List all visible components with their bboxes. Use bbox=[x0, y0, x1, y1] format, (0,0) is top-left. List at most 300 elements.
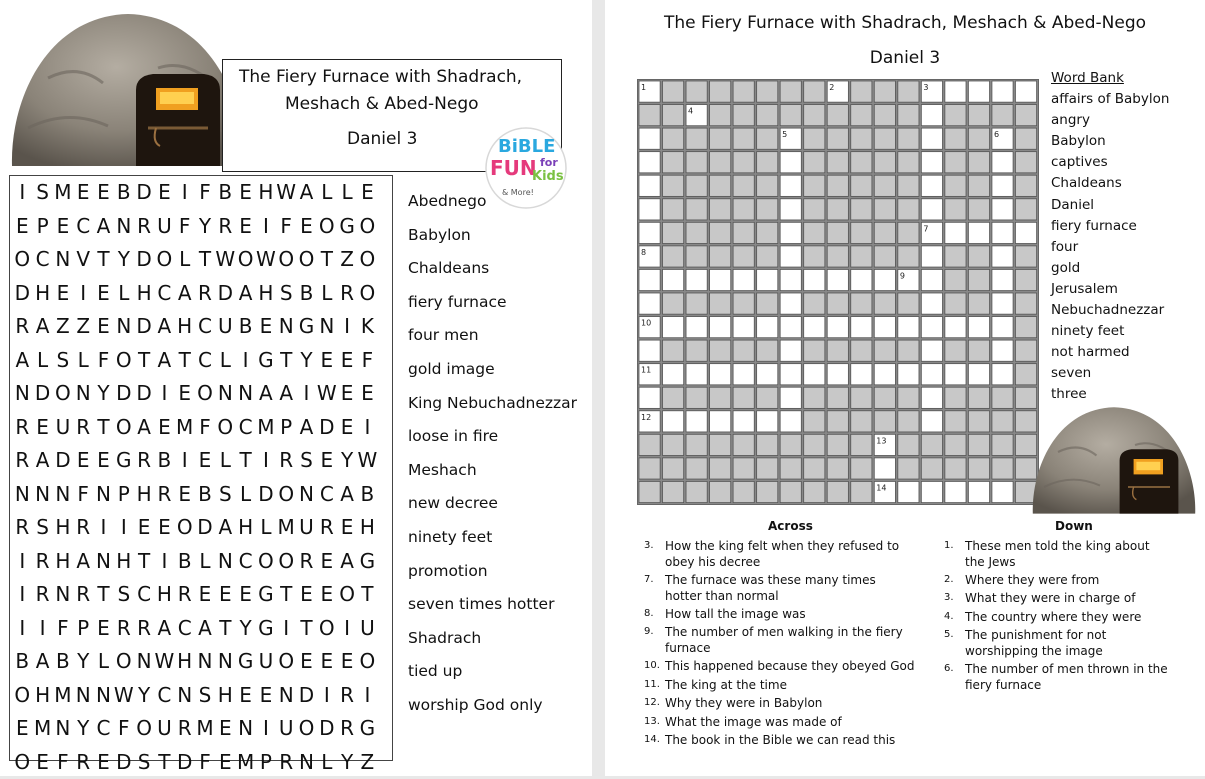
word-search-letter: I bbox=[161, 548, 168, 573]
word-search-letter: D bbox=[197, 515, 213, 539]
crossword-cell[interactable] bbox=[992, 481, 1013, 502]
word-search-letter: A bbox=[157, 347, 172, 372]
crossword-cell[interactable] bbox=[921, 364, 942, 385]
crossword-cell[interactable] bbox=[780, 340, 801, 361]
word-search-letter: S bbox=[198, 682, 212, 707]
crossword-block bbox=[710, 105, 731, 126]
clue-text bbox=[665, 538, 899, 570]
word-search-letter: E bbox=[158, 515, 171, 539]
crossword-cell[interactable] bbox=[968, 317, 989, 338]
furnace-image-small bbox=[1030, 400, 1198, 518]
crossword-cell[interactable] bbox=[639, 293, 660, 314]
word-search-letter: U bbox=[299, 515, 314, 539]
word-search-letter: V bbox=[76, 247, 91, 271]
word-search-letter: M bbox=[277, 515, 295, 539]
crossword-block bbox=[663, 175, 684, 196]
crossword-cell[interactable] bbox=[921, 152, 942, 173]
crossword-block bbox=[945, 128, 966, 149]
word-search-letter: H bbox=[55, 548, 71, 573]
crossword-block bbox=[874, 81, 895, 102]
crossword-block bbox=[686, 175, 707, 196]
crossword-cell[interactable] bbox=[874, 317, 895, 338]
word-search-letter: E bbox=[97, 615, 110, 640]
word-search-letter: H bbox=[55, 515, 71, 539]
word-search-letter: C bbox=[76, 213, 91, 238]
word-search-letter: I bbox=[242, 347, 249, 372]
word-search-letter: D bbox=[217, 280, 233, 305]
word-search-letter: M bbox=[54, 682, 72, 707]
crossword-cell[interactable] bbox=[921, 105, 942, 126]
word-search-row bbox=[10, 578, 394, 611]
word-search-letter: N bbox=[319, 314, 335, 338]
crossword-cell[interactable] bbox=[921, 175, 942, 196]
word-search-word: four men bbox=[408, 326, 479, 345]
word-search-letter: Z bbox=[340, 247, 354, 271]
word-search-letter: A bbox=[157, 314, 172, 338]
word-search-letter: B bbox=[15, 649, 30, 673]
word-search-letter: I bbox=[364, 414, 371, 439]
word-search-letter: I bbox=[262, 213, 269, 238]
clue-text bbox=[665, 606, 806, 622]
crossword-block bbox=[733, 246, 754, 267]
word-search-letter: E bbox=[218, 749, 232, 774]
word-search-letter: R bbox=[35, 548, 50, 573]
crossword-block bbox=[710, 199, 731, 220]
crossword-cell[interactable] bbox=[639, 128, 660, 149]
word-search-letter: D bbox=[116, 381, 132, 405]
crossword-cell[interactable] bbox=[780, 199, 801, 220]
crossword-block bbox=[827, 199, 848, 220]
crossword-cell[interactable] bbox=[686, 364, 707, 385]
crossword-cell[interactable] bbox=[780, 246, 801, 267]
crossword-cell[interactable] bbox=[757, 364, 778, 385]
word-bank-item: Jerusalem bbox=[1051, 280, 1118, 297]
crossword-cell[interactable] bbox=[733, 364, 754, 385]
crossword-cell[interactable] bbox=[780, 269, 801, 290]
clue-line-1: What they were in charge of bbox=[965, 591, 1136, 606]
word-search-letter: F bbox=[57, 749, 69, 774]
crossword-block bbox=[663, 222, 684, 243]
crossword-block bbox=[827, 458, 848, 479]
crossword-block bbox=[639, 458, 660, 479]
crossword-cell[interactable] bbox=[851, 269, 872, 290]
crossword-cell[interactable] bbox=[757, 411, 778, 432]
word-search-letter: B bbox=[116, 180, 131, 204]
word-search-letter: I bbox=[120, 515, 127, 539]
word-search-letter: E bbox=[198, 448, 212, 472]
crossword-block bbox=[898, 222, 919, 243]
crossword-cell[interactable] bbox=[921, 199, 942, 220]
word-search-letter: S bbox=[36, 515, 49, 539]
crossword-cell[interactable] bbox=[992, 293, 1013, 314]
crossword-block bbox=[710, 340, 731, 361]
word-search-row bbox=[10, 277, 394, 310]
crossword-cell[interactable] bbox=[733, 317, 754, 338]
crossword-block bbox=[945, 387, 966, 408]
word-search-letter: W bbox=[113, 682, 134, 707]
word-search-letter: L bbox=[199, 548, 211, 573]
crossword-cell[interactable] bbox=[992, 246, 1013, 267]
crossword-cell[interactable] bbox=[945, 222, 966, 243]
crossword-block bbox=[710, 152, 731, 173]
crossword-block bbox=[757, 105, 778, 126]
crossword-cell[interactable] bbox=[1015, 81, 1036, 102]
word-search-letter: F bbox=[77, 481, 89, 506]
word-search-letter: U bbox=[360, 615, 375, 640]
crossword-cell[interactable] bbox=[921, 340, 942, 361]
crossword-block bbox=[1015, 128, 1036, 149]
word-search-letter: E bbox=[320, 649, 334, 673]
word-search-letter: R bbox=[15, 314, 30, 338]
word-search-letter: A bbox=[238, 280, 253, 305]
word-search-letter: O bbox=[298, 716, 315, 740]
word-search-grid bbox=[9, 175, 393, 774]
crossword-block bbox=[804, 128, 825, 149]
word-search-letter: O bbox=[318, 615, 335, 640]
crossword-cell[interactable] bbox=[898, 364, 919, 385]
crossword-cell[interactable] bbox=[827, 269, 848, 290]
word-search-letter: K bbox=[360, 314, 374, 338]
word-search-letter: C bbox=[198, 314, 212, 338]
word-search-letter: S bbox=[56, 347, 70, 372]
word-search-letter: N bbox=[299, 749, 314, 774]
crossword-block bbox=[851, 387, 872, 408]
crossword-block bbox=[968, 128, 989, 149]
word-search-letter: W bbox=[276, 180, 297, 204]
furnace-image bbox=[8, 8, 248, 168]
word-search-letter: I bbox=[364, 682, 371, 707]
crossword-cell[interactable] bbox=[921, 269, 942, 290]
crossword-cell[interactable] bbox=[780, 317, 801, 338]
word-search-letter: E bbox=[300, 649, 313, 673]
clue-text bbox=[665, 732, 895, 748]
word-search-letter: T bbox=[219, 615, 232, 640]
logo-word-bible: BiBLE bbox=[498, 136, 556, 157]
crossword-block bbox=[945, 175, 966, 196]
word-search-letter: R bbox=[137, 615, 152, 640]
word-search-word: promotion bbox=[408, 561, 488, 580]
crossword-block bbox=[804, 411, 825, 432]
word-search-letter: E bbox=[239, 582, 252, 606]
crossword-cell[interactable] bbox=[804, 269, 825, 290]
crossword-block bbox=[851, 481, 872, 502]
crossword-block bbox=[945, 269, 966, 290]
word-search-letter: N bbox=[116, 213, 132, 238]
crossword-cell[interactable] bbox=[968, 364, 989, 385]
word-search-row bbox=[10, 511, 394, 544]
crossword-cell[interactable] bbox=[968, 81, 989, 102]
word-search-word: fiery furnace bbox=[408, 292, 507, 311]
clue-line-1: These men told the king about bbox=[965, 539, 1150, 553]
crossword-block bbox=[945, 152, 966, 173]
word-search-letter: F bbox=[178, 213, 191, 238]
word-bank-item: gold bbox=[1051, 259, 1081, 276]
crossword-cell[interactable] bbox=[968, 222, 989, 243]
crossword-cell[interactable] bbox=[686, 269, 707, 290]
crossword-cell[interactable] bbox=[639, 269, 660, 290]
crossword-cell[interactable] bbox=[780, 293, 801, 314]
word-search-letter: W bbox=[357, 448, 378, 472]
crossword-cell[interactable] bbox=[757, 317, 778, 338]
crossword-block bbox=[968, 293, 989, 314]
clue-line-1: What the image was made of bbox=[665, 714, 842, 729]
crossword-cell[interactable] bbox=[992, 364, 1013, 385]
crossword-cell[interactable] bbox=[992, 152, 1013, 173]
word-search-word: ninety feet bbox=[408, 528, 493, 546]
clue-line-1: The punishment for not bbox=[965, 628, 1107, 643]
crossword-block bbox=[874, 152, 895, 173]
crossword-block bbox=[780, 105, 801, 126]
crossword-cell[interactable] bbox=[663, 411, 684, 432]
word-search-letter: L bbox=[37, 347, 49, 372]
crossword-block bbox=[898, 411, 919, 432]
word-search-letter: S bbox=[117, 582, 131, 606]
crossword-cell[interactable] bbox=[710, 364, 731, 385]
word-search-letter: H bbox=[177, 314, 193, 338]
crossword-cell[interactable] bbox=[780, 175, 801, 196]
crossword-cell[interactable] bbox=[992, 199, 1013, 220]
crossword-clue-number: 4 bbox=[688, 106, 694, 116]
crossword-block bbox=[851, 152, 872, 173]
word-search-letter: L bbox=[219, 347, 231, 372]
crossword-clue-number: 5 bbox=[782, 130, 788, 140]
crossword-block bbox=[733, 128, 754, 149]
word-search-letter: H bbox=[136, 280, 152, 305]
word-bank-item: captives bbox=[1051, 154, 1108, 171]
crossword-cell[interactable] bbox=[921, 293, 942, 314]
crossword-cell[interactable] bbox=[639, 387, 660, 408]
word-search-letter: R bbox=[137, 448, 152, 472]
word-search-letter: O bbox=[115, 347, 132, 372]
crossword-cell[interactable] bbox=[992, 222, 1013, 243]
crossword-cell[interactable] bbox=[804, 317, 825, 338]
crossword-cell[interactable] bbox=[921, 317, 942, 338]
crossword-block bbox=[733, 222, 754, 243]
crossword-cell[interactable] bbox=[827, 317, 848, 338]
word-search-letter: L bbox=[179, 247, 191, 271]
crossword-block bbox=[851, 222, 872, 243]
crossword-cell[interactable] bbox=[921, 387, 942, 408]
word-search-letter: O bbox=[278, 481, 295, 506]
crossword-cell[interactable] bbox=[874, 458, 895, 479]
word-search-letter: R bbox=[137, 213, 152, 238]
word-search-letter: N bbox=[75, 381, 91, 405]
crossword-block bbox=[851, 458, 872, 479]
word-search-letter: O bbox=[359, 280, 376, 305]
word-search-letter: E bbox=[340, 347, 354, 372]
word-search-letter: C bbox=[319, 481, 334, 506]
crossword-cell[interactable] bbox=[804, 364, 825, 385]
crossword-cell[interactable] bbox=[686, 411, 707, 432]
crossword-cell[interactable] bbox=[921, 481, 942, 502]
crossword-block bbox=[804, 175, 825, 196]
crossword-cell[interactable] bbox=[780, 411, 801, 432]
crossword-cell[interactable] bbox=[1015, 222, 1036, 243]
crossword-block bbox=[827, 434, 848, 455]
crossword-block bbox=[874, 175, 895, 196]
crossword-cell[interactable] bbox=[898, 481, 919, 502]
word-search-letter: D bbox=[116, 749, 132, 774]
word-search-letter: N bbox=[238, 381, 254, 405]
word-search-letter: A bbox=[218, 515, 233, 539]
word-search-letter: I bbox=[344, 314, 351, 338]
word-search-letter: I bbox=[39, 615, 46, 640]
crossword-cell[interactable] bbox=[780, 152, 801, 173]
crossword-cell[interactable] bbox=[639, 222, 660, 243]
crossword-block bbox=[992, 387, 1013, 408]
crossword-cell[interactable] bbox=[733, 411, 754, 432]
crossword-cell[interactable] bbox=[780, 364, 801, 385]
crossword-cell[interactable] bbox=[851, 364, 872, 385]
word-search-letter: M bbox=[196, 716, 214, 740]
word-search-letter: N bbox=[299, 481, 314, 506]
crossword-block bbox=[1015, 105, 1036, 126]
crossword-block bbox=[733, 175, 754, 196]
crossword-cell[interactable] bbox=[992, 317, 1013, 338]
crossword-block bbox=[663, 340, 684, 361]
word-search-letter: G bbox=[359, 716, 376, 740]
word-search-letter: E bbox=[36, 749, 49, 774]
crossword-cell[interactable] bbox=[921, 246, 942, 267]
crossword-block bbox=[733, 199, 754, 220]
crossword-cell[interactable] bbox=[992, 81, 1013, 102]
crossword-cell[interactable] bbox=[710, 411, 731, 432]
crossword-block bbox=[710, 434, 731, 455]
crossword-cell[interactable] bbox=[968, 481, 989, 502]
word-search-letter: E bbox=[239, 682, 252, 707]
word-bank-item: Babylon bbox=[1051, 133, 1106, 150]
clue-text bbox=[665, 677, 787, 693]
crossword-block bbox=[804, 199, 825, 220]
word-search-letter: L bbox=[118, 280, 130, 305]
crossword-block bbox=[804, 481, 825, 502]
crossword-block bbox=[804, 458, 825, 479]
crossword-cell[interactable] bbox=[686, 317, 707, 338]
word-search-letter: O bbox=[278, 247, 295, 271]
clue-number: 1. bbox=[944, 540, 954, 551]
crossword-cell[interactable] bbox=[945, 317, 966, 338]
crossword-cell[interactable] bbox=[733, 269, 754, 290]
word-bank-item: ninety feet bbox=[1051, 323, 1125, 340]
crossword-clue-number: 1 bbox=[641, 83, 647, 92]
crossword-cell[interactable] bbox=[710, 317, 731, 338]
word-search-word: worship God only bbox=[408, 696, 543, 714]
crossword-block bbox=[733, 81, 754, 102]
crossword-cell[interactable] bbox=[851, 317, 872, 338]
clue-number: 5. bbox=[944, 629, 954, 641]
word-search-letter: E bbox=[198, 582, 212, 606]
word-search-letter: E bbox=[259, 682, 273, 707]
word-search-letter: T bbox=[198, 247, 212, 271]
word-search-letter: B bbox=[198, 481, 212, 506]
crossword-cell[interactable] bbox=[992, 175, 1013, 196]
crossword-cell[interactable] bbox=[921, 411, 942, 432]
crossword-cell[interactable] bbox=[639, 199, 660, 220]
word-search-letter: N bbox=[55, 247, 71, 271]
word-search-letter: C bbox=[137, 582, 152, 606]
crossword-cell[interactable] bbox=[639, 152, 660, 173]
word-search-letter: O bbox=[278, 548, 295, 573]
word-search-letter: E bbox=[56, 213, 70, 238]
crossword-cell[interactable] bbox=[992, 340, 1013, 361]
word-search-letter: O bbox=[14, 247, 31, 271]
word-search-row bbox=[10, 210, 394, 243]
word-search-letter: F bbox=[199, 414, 211, 439]
word-search-letter: I bbox=[161, 381, 168, 405]
word-search-word: Babylon bbox=[408, 225, 471, 244]
word-search-letter: R bbox=[218, 213, 233, 238]
word-search-letter: H bbox=[35, 280, 51, 305]
crossword-block bbox=[804, 293, 825, 314]
crossword-clue-number: 13 bbox=[876, 436, 887, 446]
word-search-letter: A bbox=[340, 548, 354, 573]
crossword-cell[interactable] bbox=[663, 364, 684, 385]
word-search-letter: A bbox=[35, 314, 50, 338]
crossword-cell[interactable] bbox=[757, 269, 778, 290]
crossword-block bbox=[898, 81, 919, 102]
crossword-block bbox=[710, 222, 731, 243]
crossword-cell[interactable] bbox=[780, 222, 801, 243]
crossword-block bbox=[686, 222, 707, 243]
crossword-cell[interactable] bbox=[639, 175, 660, 196]
crossword-block bbox=[733, 105, 754, 126]
crossword-cell[interactable] bbox=[921, 128, 942, 149]
crossword-cell[interactable] bbox=[945, 81, 966, 102]
word-search-letter: C bbox=[96, 716, 111, 740]
clue-line-1: The king at the time bbox=[665, 677, 787, 692]
crossword-cell[interactable] bbox=[639, 340, 660, 361]
word-search-letter: I bbox=[19, 582, 26, 606]
crossword-cell[interactable] bbox=[663, 269, 684, 290]
word-search-letter: A bbox=[259, 381, 273, 405]
crossword-cell[interactable] bbox=[945, 364, 966, 385]
word-search-letter: U bbox=[157, 716, 172, 740]
crossword-block bbox=[757, 81, 778, 102]
word-search-letter: N bbox=[177, 682, 193, 707]
word-search-letter: O bbox=[156, 247, 173, 271]
word-search-letter: Y bbox=[117, 247, 130, 271]
crossword-cell[interactable] bbox=[827, 364, 848, 385]
word-search-letter: E bbox=[320, 582, 334, 606]
crossword-block bbox=[686, 81, 707, 102]
crossword-block bbox=[851, 340, 872, 361]
crossword-block bbox=[874, 387, 895, 408]
crossword-cell[interactable] bbox=[898, 317, 919, 338]
crossword-cell[interactable] bbox=[710, 269, 731, 290]
word-search-letter: O bbox=[115, 649, 132, 673]
crossword-block bbox=[804, 434, 825, 455]
crossword-cell[interactable] bbox=[874, 364, 895, 385]
clue-number: 7. bbox=[644, 574, 654, 585]
crossword-cell[interactable] bbox=[874, 269, 895, 290]
crossword-block bbox=[898, 105, 919, 126]
crossword-cell[interactable] bbox=[663, 317, 684, 338]
crossword-block bbox=[921, 434, 942, 455]
crossword-cell[interactable] bbox=[945, 481, 966, 502]
word-search-letter: T bbox=[97, 582, 110, 606]
crossword-block bbox=[686, 128, 707, 149]
word-search-letter: Y bbox=[300, 347, 313, 372]
crossword-block bbox=[945, 411, 966, 432]
crossword-cell[interactable] bbox=[992, 269, 1013, 290]
crossword-cell[interactable] bbox=[780, 387, 801, 408]
crossword-clue-number: 12 bbox=[641, 412, 652, 422]
word-search-letter: G bbox=[258, 347, 274, 372]
clue-number: 8. bbox=[644, 608, 654, 619]
crossword-block bbox=[663, 128, 684, 149]
bible-fun-logo bbox=[484, 126, 568, 210]
word-search-letter: O bbox=[55, 381, 71, 405]
